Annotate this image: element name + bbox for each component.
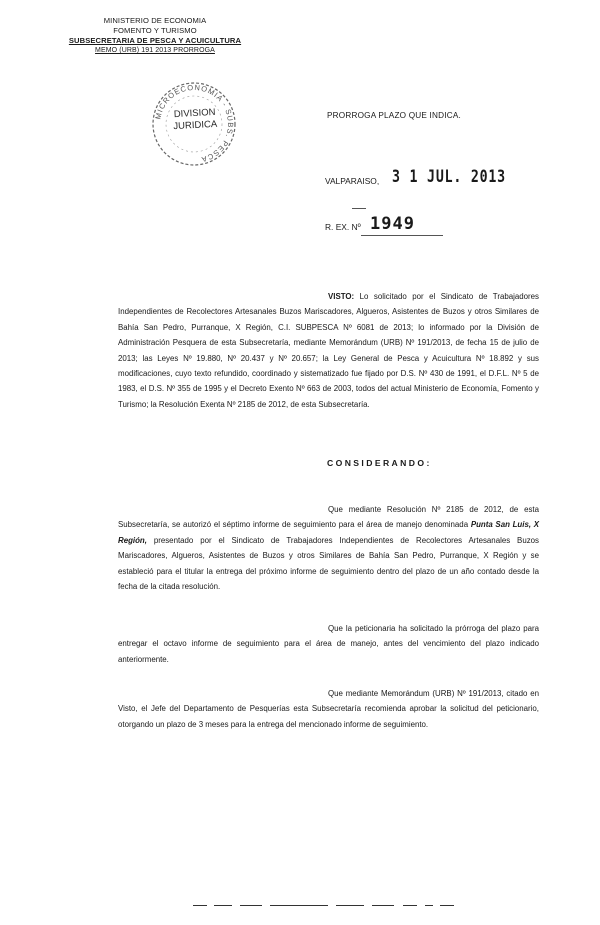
- stamp-line-2: JURIDICA: [173, 118, 218, 133]
- date-stamp: 3 1 JUL. 2013: [392, 167, 506, 187]
- visto-paragraph: [118, 289, 539, 412]
- footer-dash: [440, 905, 454, 906]
- rex-number: 1949: [370, 214, 415, 234]
- footer-dash: [240, 905, 262, 906]
- document-subject: PRORROGA PLAZO QUE INDICA.: [327, 111, 461, 120]
- considerando-heading: CONSIDERANDO:: [327, 458, 432, 468]
- footer-dash: [193, 905, 207, 906]
- visto-label: VISTO:: [328, 292, 355, 301]
- considerando-1-place: Punta San Luis, X Región,: [118, 520, 539, 545]
- stamp-text: [168, 107, 221, 134]
- footer-dash: [336, 905, 364, 906]
- footer-dash: [403, 905, 417, 906]
- rex-dash: [352, 208, 366, 209]
- footer-dash: [425, 905, 433, 906]
- stamp-ring-text: MICROECONOMIA - SUBS. PESCA: [153, 82, 236, 165]
- considerando-paragraph-1: [118, 502, 539, 594]
- letterhead-subsecretaria: SUBSECRETARIA DE PESCA Y ACUICULTURA: [68, 36, 242, 45]
- letterhead: [55, 16, 255, 56]
- stamp-line-1: DIVISION: [173, 106, 216, 121]
- visto-text: Lo solicitado por el Sindicato de Trabajadores Independientes de Recolectores Artesanales Buzos Mariscadores, Algueros, Asistentes de Buzos y otros Similares de Bahía San Pedro, Purranque, X Región, C.I. SUBPESCA Nº 6081 de 2013; lo informado por la División de Administración Pesquera de esta Subsecretaría, mediante Memorándum (URB) Nº 191/2013, de fecha 15 de julio de 2013; las Leyes Nº 19.880, Nº 20.437 y Nº 20.657; la Ley General de Pesca y Acuicultura Nº 18.892 y sus modificaciones, cuyo texto refundido, coordinado y sistematizado fue fijado por D.S. Nº 430 de 1991, el D.F.L. Nº 5 de 1983, el D.S. Nº 355 de 1995 y el Decreto Exento Nº 663 de 2003, todos del actual Ministerio de Economía, Fomento y Turismo; la Resolución Exenta Nº 2185 de 2012, de esta Subsecretaría.: [118, 292, 539, 409]
- place-label: VALPARAISO,: [325, 176, 380, 186]
- considerando-2-text: Que la peticionaria ha solicitado la prórroga del plazo para entregar el octavo informe de seguimiento para el área de manejo, antes del vencimiento del plazo indicado anteriormente.: [118, 624, 539, 664]
- considerando-1-start: Que mediante Resolución Nº 2185 de 2012, de esta Subsecretaría, se autorizó el séptimo informe de seguimiento para el área de manejo denominada: [118, 505, 539, 530]
- footer-dash: [214, 905, 232, 906]
- considerando-paragraph-2: [118, 621, 539, 667]
- rex-label: R. EX. Nº: [325, 222, 361, 232]
- footer-dash: [270, 905, 328, 906]
- considerando-1-end: presentado por el Sindicato de Trabajadores Independientes de Recolectores Artesanales Buzos Mariscadores, Algueros, Asistentes de Buzos y otros Similares de Bahía San Pedro, Purranque, X Región y se estableció para el titular la entrega del próximo informe de seguimiento dentro del plazo de un año contado desde la fecha de la citada resolución.: [118, 535, 539, 592]
- considerando-3-text: Que mediante Memorándum (URB) Nº 191/2013, citado en Visto, el Jefe del Departamento de Pesquerías esta Subsecretaría recomienda aprobar la solicitud del peticionario, otorgando un plazo de 3 meses para la entrega del mencionado informe de seguimiento.: [118, 689, 539, 729]
- footer-dash: [372, 905, 394, 906]
- letterhead-ministry: MINISTERIO DE ECONOMIA: [103, 16, 207, 25]
- letterhead-ministry-2: FOMENTO Y TURISMO: [113, 26, 197, 35]
- rex-underline: [361, 235, 443, 236]
- letterhead-memo: MEMO (URB) 191 2013 PRORROGA: [95, 47, 215, 54]
- considerando-paragraph-3: [118, 686, 539, 732]
